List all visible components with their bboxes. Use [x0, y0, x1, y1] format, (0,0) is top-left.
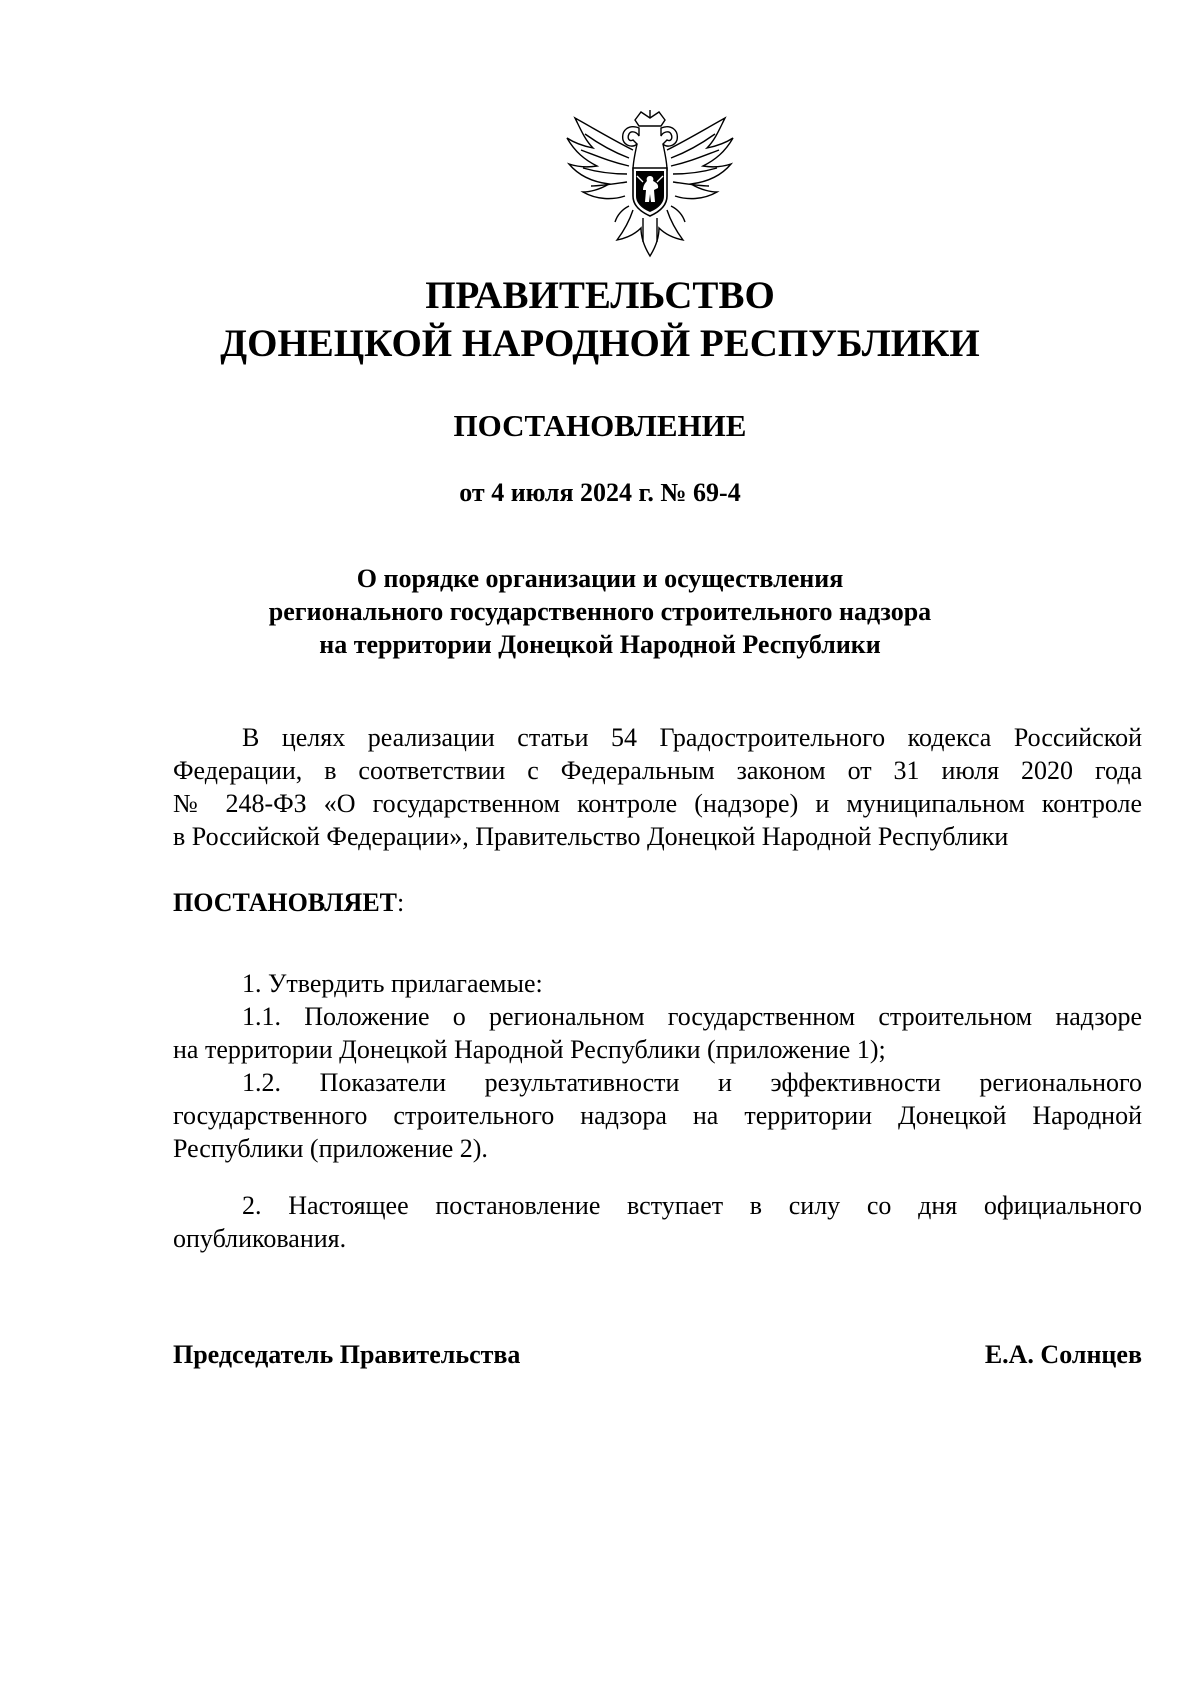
item-1-2-line: 1.2. Показатели результативности и эффективности регионального: [242, 1068, 1142, 1097]
resolves-colon: :: [397, 888, 405, 917]
item-1-2-line: государственного строительного надзора на территории Донецкой Народной: [173, 1101, 1142, 1130]
resolves-word: ПОСТАНОВЛЯЕТ: [173, 888, 397, 917]
signatory-position: Председатель Правительства: [173, 1340, 521, 1369]
item-1: 1. Утвердить прилагаемые:: [242, 969, 543, 998]
document-type: ПОСТАНОВЛЕНИЕ: [453, 408, 747, 443]
government-title-line2: ДОНЕЦКОЙ НАРОДНОЙ РЕСПУБЛИКИ: [220, 322, 980, 365]
preamble-paragraph: [173, 721, 1142, 853]
item-1-1-line: на территории Донецкой Народной Республики (приложение 1);: [173, 1035, 886, 1064]
item-1-2-line: Республики (приложение 2).: [173, 1134, 488, 1163]
item-1-1-line: 1.1. Положение о региональном государственном строительном надзоре: [242, 1002, 1142, 1031]
preamble-line: в Российской Федерации», Правительство Донецкой Народной Республики: [173, 822, 1009, 851]
resolves-heading: [173, 886, 404, 920]
items-list: [173, 967, 1142, 1165]
item-2-line: 2. Настоящее постановление вступает в силу со дня официального: [242, 1191, 1142, 1220]
document-subject: [0, 562, 1200, 661]
government-title-line1: ПРАВИТЕЛЬСТВО: [425, 274, 775, 317]
preamble-line: № 248-ФЗ «О государственном контроле (надзоре) и муниципальном контроле: [173, 789, 1142, 818]
document-date-number: от 4 июля 2024 г. № 69-4: [459, 478, 741, 507]
coat-of-arms-icon: [563, 110, 738, 258]
item-2-line: опубликования.: [173, 1224, 347, 1253]
signatory-name: Е.А. Солнцев: [984, 1340, 1142, 1369]
item-2: [173, 1189, 1142, 1255]
preamble-line: В целях реализации статьи 54 Градостроительного кодекса Российской: [242, 723, 1142, 752]
preamble-line: Федерации, в соответствии с Федеральным законом от 31 июля 2020 года: [173, 756, 1142, 785]
subject-line: на территории Донецкой Народной Республики: [319, 630, 881, 659]
subject-line: регионального государственного строительного надзора: [268, 597, 932, 626]
subject-line: О порядке организации и осуществления: [356, 564, 844, 593]
